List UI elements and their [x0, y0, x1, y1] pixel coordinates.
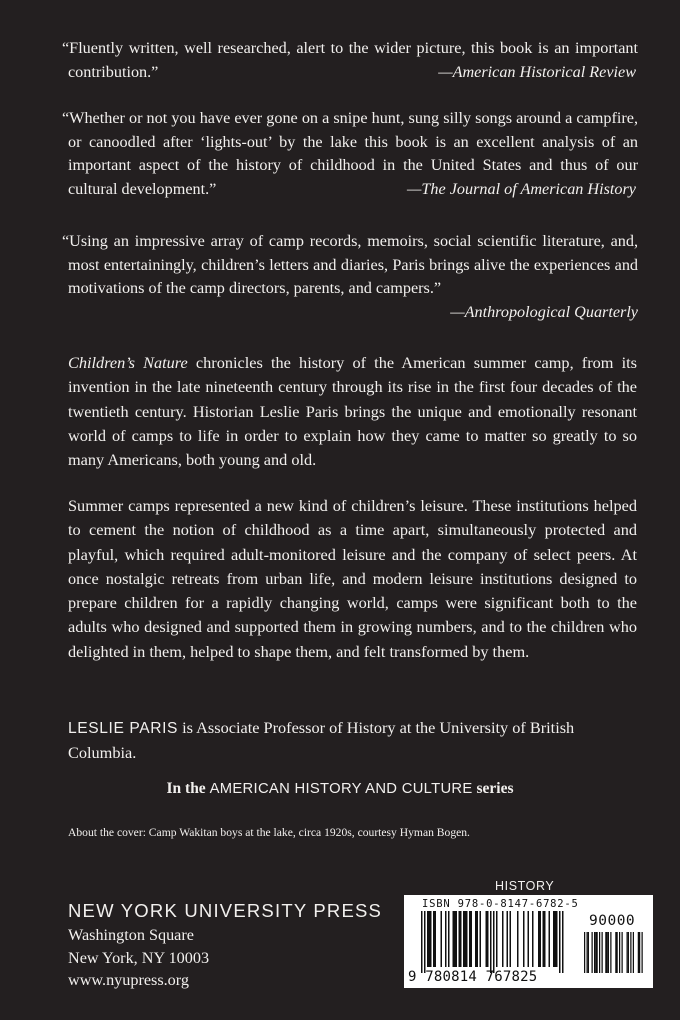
barcode-bar — [507, 911, 509, 967]
addon-bar — [587, 932, 588, 973]
barcode-bar — [469, 911, 471, 967]
review-3 — [58, 230, 638, 324]
barcode-bar — [543, 911, 545, 967]
addon-bar — [610, 932, 611, 973]
subject-category: HISTORY — [495, 879, 555, 893]
barcode-bar — [556, 911, 558, 967]
series-name: AMERICAN HISTORY AND CULTURE — [209, 781, 473, 797]
barcode-digits: 9 780814 767825 — [408, 969, 538, 985]
author-bio-text: is Associate Professor of History at the University of British Columbia. — [68, 718, 575, 763]
addon-bar — [599, 932, 600, 973]
barcode-bar — [544, 911, 546, 967]
barcode-bar — [549, 911, 551, 967]
review-1-text: “Fluently written, well researched, alert to the wider picture, this book is an important contribution.” — [62, 39, 638, 81]
price-code: 90000 — [589, 913, 636, 929]
barcode-bar — [433, 911, 435, 967]
review-2-text: “Whether or not you have ever gone on a snipe hunt, sung silly songs around a campfire, or canoodled after ‘lights-out’ by the lake this book is an excellent analysis of an important aspect of the history of childhood in the United States and thus of our cultural development.” — [62, 109, 638, 198]
review-2-source: —The Journal of American History — [406, 180, 636, 198]
barcode-bar — [487, 911, 489, 967]
barcode-bar — [528, 911, 530, 967]
series-prefix: In the — [166, 780, 210, 797]
addon-bar — [627, 932, 628, 973]
review-2-source-wrap — [58, 178, 638, 202]
addon-bar — [594, 932, 595, 973]
publisher-name: NEW YORK UNIVERSITY PRESS — [68, 900, 383, 921]
barcode-bar — [427, 911, 429, 967]
barcode-bar — [424, 911, 426, 973]
addon-bar — [584, 932, 585, 973]
addon-bar — [607, 932, 608, 973]
review-1-source: —American Historical Review — [438, 63, 636, 81]
barcode-bar — [465, 911, 467, 967]
barcode-bar — [562, 911, 564, 973]
description-paragraph-1 — [68, 351, 637, 472]
addon-bar — [597, 932, 598, 973]
addon-bar — [592, 932, 593, 973]
addon-bar — [638, 932, 639, 973]
addon-bar — [619, 932, 620, 973]
barcode-bar — [456, 911, 458, 967]
addon-bar — [605, 932, 606, 973]
author-name: LESLIE PARIS — [68, 720, 179, 737]
author-bio — [68, 716, 637, 766]
barcode-bar — [490, 911, 492, 973]
barcode-bar — [480, 911, 482, 967]
addon-bar — [639, 932, 640, 973]
barcode-bar — [421, 911, 423, 973]
publisher-website: www.nyupress.org — [68, 971, 189, 989]
barcode-bar — [475, 911, 477, 967]
barcode-bar — [454, 911, 456, 967]
barcode-bar — [555, 911, 557, 967]
addon-bar — [630, 932, 631, 973]
cover-note: About the cover: Camp Wakitan boys at the lake, circa 1920s, courtesy Hyman Bogen. — [68, 826, 470, 839]
barcode-bar — [538, 911, 540, 967]
addon-bar — [595, 932, 596, 973]
barcode-bar — [453, 911, 455, 967]
barcode-bar — [486, 911, 488, 967]
addon-bar — [633, 932, 634, 973]
addon-bar — [615, 932, 616, 973]
addon-bar — [642, 932, 643, 973]
barcode-bar — [435, 911, 437, 967]
review-1-source-wrap — [58, 61, 638, 85]
book-title: Children’s Nature — [68, 353, 188, 372]
barcode-bar — [532, 911, 534, 967]
barcode-bar — [429, 911, 431, 967]
barcode-bar — [517, 911, 519, 967]
barcode-bar — [441, 911, 443, 967]
publisher-block — [68, 898, 382, 992]
barcode-bar — [540, 911, 542, 967]
barcode-bar — [430, 911, 432, 967]
barcode-bar — [463, 911, 465, 967]
barcode-bar — [510, 911, 512, 967]
barcode-bar — [496, 911, 498, 967]
barcode-bar — [459, 911, 461, 967]
isbn-label: ISBN 978-0-8147-6782-5 — [422, 898, 579, 910]
barcode-bar — [471, 911, 473, 967]
isbn-barcode — [404, 895, 653, 988]
description-paragraph-1-text: chronicles the history of the American summer camp, from its invention in the late nineteenth century through its rise in the first four decades of the twentieth century. Historian Leslie Paris brings the unique and emotionally resonant world of camps to life in order to explain how they came to matter so greatly to so many Americans, both young and old. — [68, 353, 638, 470]
addon-bar — [602, 932, 603, 973]
description-paragraph-2 — [68, 494, 637, 664]
publisher-address-2: New York, NY 10003 — [68, 948, 210, 967]
barcode-bar — [448, 911, 450, 967]
barcode-bar — [445, 911, 447, 967]
addon-bar — [617, 932, 618, 973]
addon-bar — [622, 932, 623, 973]
addon-bar — [608, 932, 609, 973]
description-paragraph-2-text: Summer camps represented a new kind of children’s leisure. These institutions helped to cement the notion of childhood as a time apart, simultaneously protected and playful, which required adult-monitored leisure and the company of select peers. At once nostalgic retreats from urban life, and modern leisure institutions designed to prepare children for a rapidly changing world, camps were significant both to the adults who designed and supported them in growing numbers, and to the children who delighted in them, helped to shape them, and felt transformed by them. — [68, 496, 637, 661]
barcode-bar — [523, 911, 525, 967]
review-3-text: “Using an impressive array of camp records, memoirs, social scientific literature, and, most entertainingly, children’s letters and diaries, Paris brings alive the experiences and motivations of the camp directors, parents, and campers.” — [62, 232, 638, 298]
addon-bar — [628, 932, 629, 973]
barcode-bar — [493, 911, 495, 973]
review-3-source: —Anthropological Quarterly — [450, 302, 638, 321]
barcode-bar — [502, 911, 504, 967]
barcode-bar — [460, 911, 462, 967]
series-line — [0, 780, 680, 798]
barcode-bar — [466, 911, 468, 967]
addon-bar — [588, 932, 589, 973]
barcode-bar — [477, 911, 479, 967]
barcode-bar — [559, 911, 561, 973]
publisher-address-1: Washington Square — [68, 926, 194, 944]
series-suffix: series — [472, 780, 514, 797]
barcode-bar — [553, 911, 555, 967]
